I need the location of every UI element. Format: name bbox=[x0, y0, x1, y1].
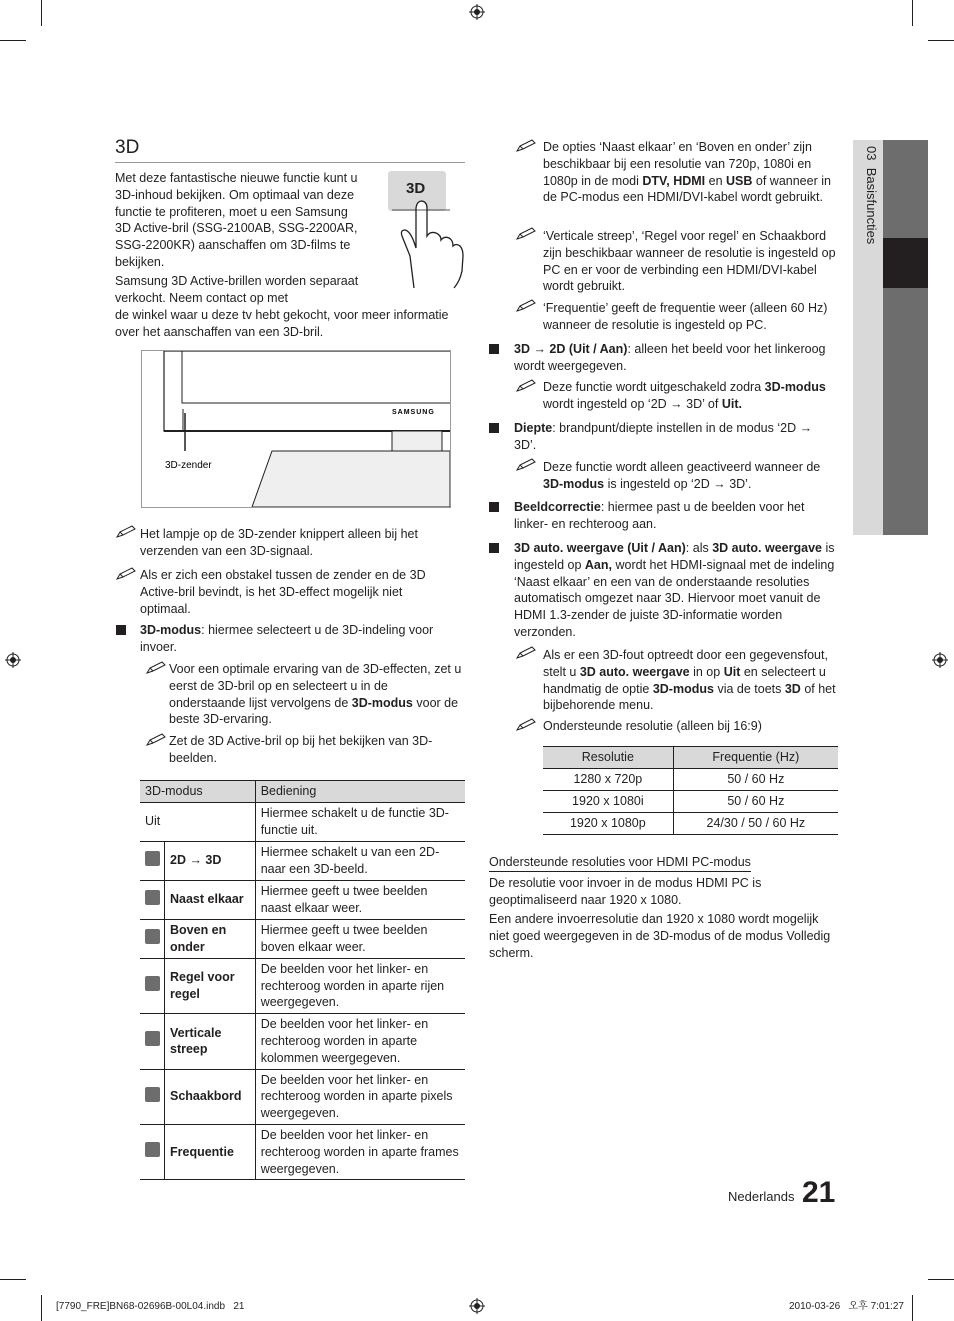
table-row: Frequentie De beelden voor het linker- en rechteroog worden in aparte frames weergegeven. bbox=[140, 1124, 465, 1179]
mode-frequency-icon bbox=[145, 1142, 160, 1157]
note-3d-to-2d: Deze functie wordt uitgeschakeld zodra 3D-modus wordt ingesteld op ‘2D → 3D’ of Uit. bbox=[543, 380, 826, 411]
table-row: 2D → 3D Hiermee schakelt u van een 2D-naar een 3D-beeld. bbox=[140, 841, 465, 880]
hdmi-pc-heading: Ondersteunde resoluties voor HDMI PC-modus bbox=[489, 854, 751, 872]
intro-paragraph-2a: Samsung 3D Active-brillen worden separaat verkocht. Neem contact op met bbox=[115, 274, 359, 305]
note-emitter-blink: Het lampje op de 3D-zender knippert alleen bij het verzenden van een 3D-signaal. bbox=[140, 527, 418, 558]
mode-line-by-line-icon bbox=[145, 976, 160, 991]
note-pencil-icon bbox=[145, 733, 167, 747]
modes-header-mode: 3D-modus bbox=[140, 781, 255, 803]
item-3d-auto-view: 3D auto. weergave (Uit / Aan): als 3D auto. weergave is ingesteld op Aan, wordt het HDMI-signaal met de indeling ‘Naast elkaar’ en een van de onderstaande resoluties automatisch omgezet naar 3D. Hiervoor moet vanuit de HDMI 1.3-zender de juiste 3D-informatie worden verzonden. bbox=[514, 541, 835, 639]
note-side-by-side-availability: De opties ‘Naast elkaar’ en ‘Boven en onder’ zijn beschikbaar bij een resolutie van 720p, 1080i en 1080p in de modi DTV, HDMI en USB of wanneer in de PC-modus een HDMI/DVI-kabel wordt gebruikt. bbox=[543, 140, 831, 205]
section-title: 3D bbox=[115, 137, 140, 158]
registration-mark-left-icon bbox=[5, 652, 21, 668]
hdmi-pc-paragraph-2: Een andere invoerresolutie dan 1920 x 1080 wordt mogelijk niet goed weergegeven in de 3D-modus of de modus Volledig scherm. bbox=[489, 912, 831, 960]
note-3d-error: Als er een 3D-fout optreedt door een gegevensfout, stelt u 3D auto. weergave in op Uit en selecteert u handmatig de optie 3D-modus via de toets 3D of het bijbehorende menu. bbox=[543, 648, 836, 713]
side-tab-dark bbox=[883, 140, 928, 535]
mode-2d-3d-icon bbox=[145, 851, 160, 866]
intro-paragraph: Met deze fantastische nieuwe functie kunt u 3D-inhoud bekijken. Om optimaal van deze functie te profiteren, moet u een Samsung 3D Active-bril (SSG-2100AB, SSG-2200AR, SSG-2200KR) aanschaffen om 3D-films te bekijken. bbox=[115, 171, 358, 269]
bullet-icon bbox=[489, 423, 499, 433]
modes-table bbox=[140, 780, 465, 1180]
note-pencil-icon bbox=[115, 525, 137, 539]
hdmi-pc-paragraph-1: De resolutie voor invoer in de modus HDMI PC is geoptimaliseerd naar 1920 x 1080. bbox=[489, 876, 762, 907]
footer-language: Nederlands bbox=[728, 1189, 795, 1204]
bullet-icon bbox=[116, 625, 126, 635]
registration-mark-top-icon bbox=[469, 4, 485, 20]
table-row: Naast elkaar Hiermee geeft u twee beelden naast elkaar weer. bbox=[140, 880, 465, 919]
table-row: Verticale streep De beelden voor het linker- en rechteroog worden in aparte kolommen weergegeven. bbox=[140, 1014, 465, 1069]
tv-brand: SAMSUNG bbox=[392, 409, 435, 416]
note-pencil-icon bbox=[515, 379, 537, 393]
note-wear-glasses: Zet de 3D Active-bril op bij het bekijken van 3D-beelden. bbox=[169, 734, 433, 765]
note-pencil-icon bbox=[515, 139, 537, 153]
note-vertical-stripe: ‘Verticale streep’, ‘Regel voor regel’ en Schaakbord zijn beschikbaar wanneer de resolutie is ingesteld op PC en er voor de verbinding een HDMI/DVI-kabel wordt gebruikt. bbox=[543, 229, 836, 294]
emitter-label: 3D-zender bbox=[165, 460, 212, 471]
table-row: 1920 x 1080p 24/30 / 50 / 60 Hz bbox=[543, 812, 838, 834]
registration-mark-right-icon bbox=[932, 652, 948, 668]
note-optimal-experience: Voor een optimale ervaring van de 3D-effecten, zet u eerst de 3D-bril op en selecteert u in de onderstaande lijst vervolgens de 3D-modus voor de beste 3D-ervaring. bbox=[169, 662, 462, 727]
table-row: 1920 x 1080i 50 / 60 Hz bbox=[543, 790, 838, 812]
item-3d-mode: 3D-modus: hiermee selecteert u de 3D-indeling voor invoer. bbox=[140, 623, 434, 654]
item-depth: Diepte: brandpunt/diepte instellen in de modus ‘2D → 3D’. bbox=[514, 421, 813, 452]
tv-drawing bbox=[142, 351, 450, 507]
resolution-table bbox=[543, 746, 838, 835]
modes-header-operation: Bediening bbox=[255, 781, 465, 803]
note-pencil-icon bbox=[115, 567, 137, 581]
mode-checkerboard-icon bbox=[145, 1087, 160, 1102]
side-tab-marker bbox=[883, 238, 928, 288]
note-pencil-icon bbox=[515, 227, 537, 241]
bullet-icon bbox=[489, 543, 499, 553]
note-supported-resolution: Ondersteunde resolutie (alleen bij 16:9) bbox=[543, 719, 762, 733]
footer-file: [7790_FRE]BN68-02696B-00L04.indb 21 bbox=[56, 1301, 245, 1312]
item-picture-correction: Beeldcorrectie: hiermee past u de beelden voor het linker- en rechteroog aan. bbox=[514, 500, 805, 531]
table-row: Boven en onder Hiermee geeft u twee beelden boven elkaar weer. bbox=[140, 919, 465, 958]
mode-top-bottom-icon bbox=[145, 929, 160, 944]
title-rule bbox=[115, 162, 465, 163]
mode-side-by-side-icon bbox=[145, 890, 160, 905]
note-pencil-icon bbox=[515, 718, 537, 732]
note-obstacle: Als er zich een obstakel tussen de zender en de 3D Active-bril bevindt, is het 3D-effect mogelijk niet optimaal. bbox=[140, 568, 426, 616]
note-pencil-icon bbox=[515, 458, 537, 472]
table-row: Schaakbord De beelden voor het linker- en rechteroog worden in aparte pixels weergegeven. bbox=[140, 1069, 465, 1124]
note-pencil-icon bbox=[145, 661, 167, 675]
page-number: 21 bbox=[802, 1176, 836, 1209]
bullet-icon bbox=[489, 344, 499, 354]
res-header-frequency: Frequentie (Hz) bbox=[673, 747, 838, 769]
mode-vertical-stripe-icon bbox=[145, 1031, 160, 1046]
item-3d-to-2d: 3D → 2D (Uit / Aan): alleen het beeld voor het linkeroog wordt weergegeven. bbox=[514, 342, 826, 373]
registration-mark-bottom-icon bbox=[469, 1298, 485, 1314]
note-pencil-icon bbox=[515, 299, 537, 313]
intro-paragraph-2b: de winkel waar u deze tv hebt gekocht, voor meer informatie over het aanschaffen van een 3D-bril. bbox=[115, 308, 449, 339]
hand-icon bbox=[392, 196, 472, 291]
bullet-icon bbox=[489, 502, 499, 512]
note-pencil-icon bbox=[515, 646, 537, 660]
table-row: Regel voor regel De beelden voor het linker- en rechteroog worden in aparte rijen weergegeven. bbox=[140, 958, 465, 1013]
note-depth: Deze functie wordt alleen geactiveerd wanneer de 3D-modus is ingesteld op ‘2D → 3D’. bbox=[543, 460, 821, 491]
tv-figure bbox=[141, 350, 451, 508]
table-row: 1280 x 720p 50 / 60 Hz bbox=[543, 768, 838, 790]
3d-button-label: 3D bbox=[406, 180, 426, 197]
note-frequency: ‘Frequentie’ geeft de frequentie weer (alleen 60 Hz) wanneer de resolutie is ingesteld op PC. bbox=[543, 301, 828, 332]
side-tab-label: 03 Basisfuncties bbox=[864, 146, 879, 245]
footer-timestamp: 2010-03-26 오후 7:01:27 bbox=[789, 1301, 904, 1312]
res-header-resolution: Resolutie bbox=[543, 747, 673, 769]
table-row: Uit Hiermee schakelt u de functie 3D-functie uit. bbox=[140, 802, 465, 841]
